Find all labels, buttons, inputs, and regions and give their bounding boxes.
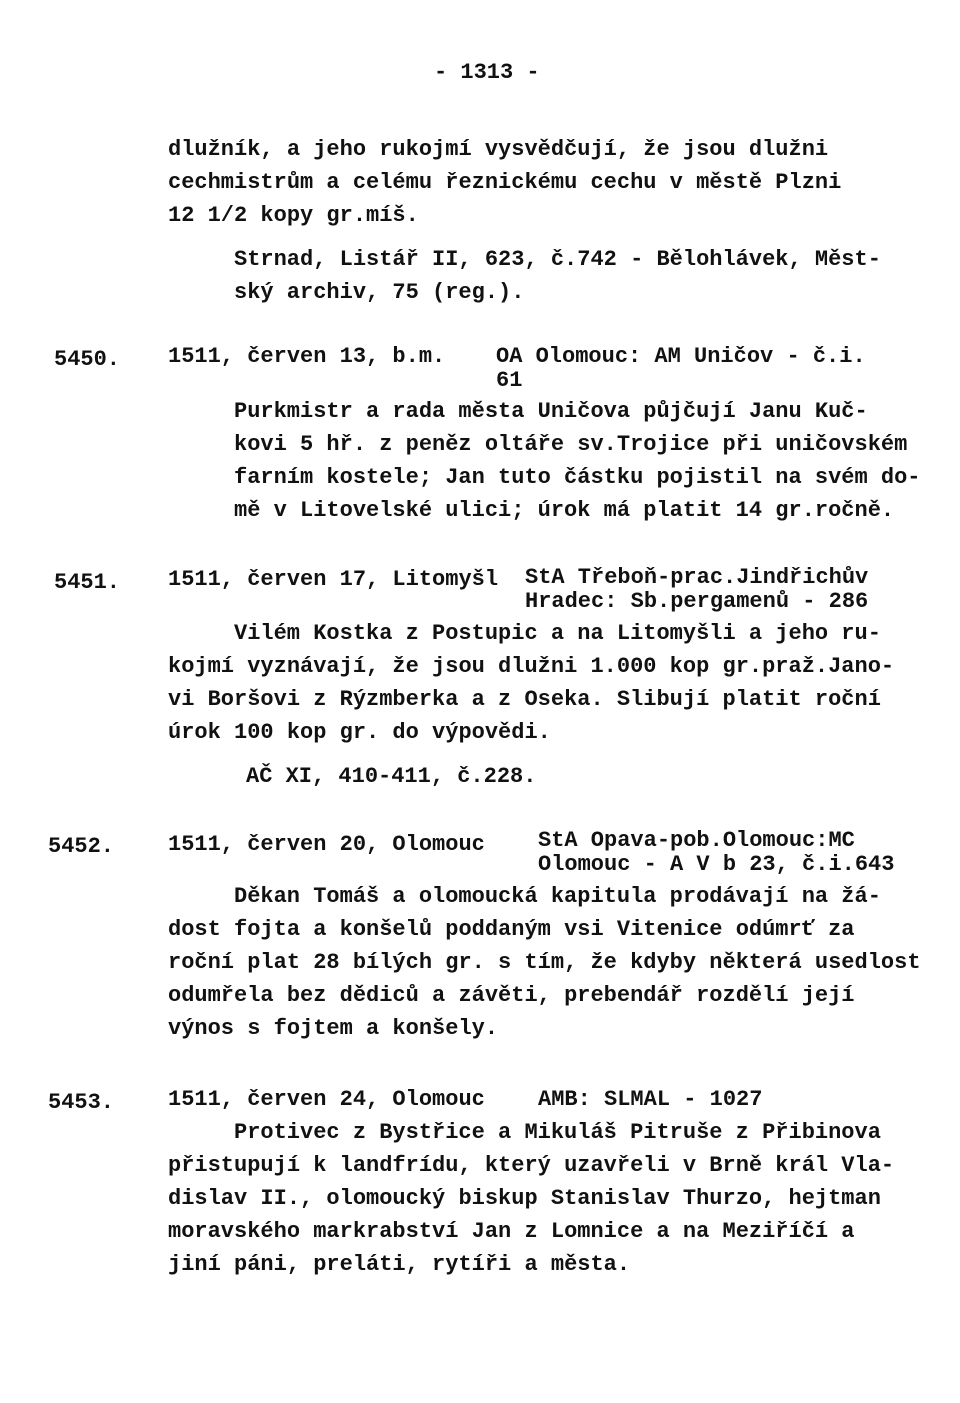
entry-text-line: mě v Litovelské ulici; úrok má platit 14 gr.ročně. (234, 498, 895, 523)
entry-source-line: OA Olomouc: AM Uničov - č.i. (496, 344, 866, 369)
entry-text-line: farním kostele; Jan tuto částku pojistil na svém do- (234, 465, 921, 490)
entry-source-line: StA Třeboň-prac.Jindřichův (525, 565, 869, 590)
entry-text-line: Protivec z Bystřice a Mikuláš Pitruše z Přibinova (234, 1120, 881, 1145)
entry-number: 5450. (54, 347, 121, 372)
entry-text-line: roční plat 28 bílých gr. s tím, že kdyby některá usedlost (168, 950, 921, 975)
entry-number: 5451. (54, 570, 121, 595)
intro-line: cechmistrům a celému řeznickému cechu v městě Plzni (168, 170, 842, 195)
intro-reference-line: ský archiv, 75 (reg.). (234, 280, 525, 305)
entry-text-line: Děkan Tomáš a olomoucká kapitula prodávají na žá- (234, 884, 881, 909)
entry-source-line: 61 (496, 368, 523, 393)
entry-text-line: dislav II., olomoucký biskup Stanislav Thurzo, hejtman (168, 1186, 881, 1211)
entry-reference: AČ XI, 410-411, č.228. (246, 764, 537, 789)
entry-text-line: jiní páni, preláti, rytíři a města. (168, 1252, 631, 1277)
entry-text-line: Purkmistr a rada města Uničova půjčují Janu Kuč- (234, 399, 868, 424)
entry-text-line: odumřela bez dědiců a závěti, prebendář rozdělí její (168, 983, 855, 1008)
intro-line: 12 1/2 kopy gr.míš. (168, 203, 419, 228)
intro-line: dlužník, a jeho rukojmí vysvědčují, že jsou dlužni (168, 137, 829, 162)
entry-text-line: výnos s fojtem a konšely. (168, 1016, 499, 1041)
entry-text-line: kovi 5 hř. z peněz oltáře sv.Trojice při uničovském (234, 432, 908, 457)
entry-date-place: 1511, červen 24, Olomouc (168, 1087, 485, 1112)
entry-text-line: kojmí vyznávají, že jsou dlužni 1.000 kop gr.praž.Jano- (168, 654, 895, 679)
entry-date-place: 1511, červen 17, Litomyšl (168, 567, 499, 592)
entry-text-line: Vilém Kostka z Postupic a na Litomyšli a jeho ru- (234, 621, 881, 646)
entry-source-line: AMB: SLMAL - 1027 (538, 1087, 763, 1112)
intro-reference-line: Strnad, Listář II, 623, č.742 - Bělohlávek, Měst- (234, 247, 881, 272)
entry-source-line: Olomouc - A V b 23, č.i.643 (538, 852, 895, 877)
entry-source-line: StA Opava-pob.Olomouc:MC (538, 828, 855, 853)
entry-text-line: přistupují k landfrídu, který uzavřeli v Brně král Vla- (168, 1153, 895, 1178)
entry-text-line: úrok 100 kop gr. do výpovědi. (168, 720, 551, 745)
entry-text-line: moravského markrabství Jan z Lomnice a na Meziříčí a (168, 1219, 855, 1244)
entry-number: 5452. (48, 834, 115, 859)
entry-source-line: Hradec: Sb.pergamenů - 286 (525, 589, 869, 614)
entry-text-line: dost fojta a konšelů poddaným vsi Vitenice odúmrť za (168, 917, 855, 942)
page-number: - 1313 - (434, 60, 540, 85)
entry-date-place: 1511, červen 13, b.m. (168, 344, 446, 369)
entry-date-place: 1511, červen 20, Olomouc (168, 832, 485, 857)
entry-text-line: vi Boršovi z Rýzmberka a z Oseka. Slibují platit roční (168, 687, 881, 712)
entry-number: 5453. (48, 1090, 115, 1115)
